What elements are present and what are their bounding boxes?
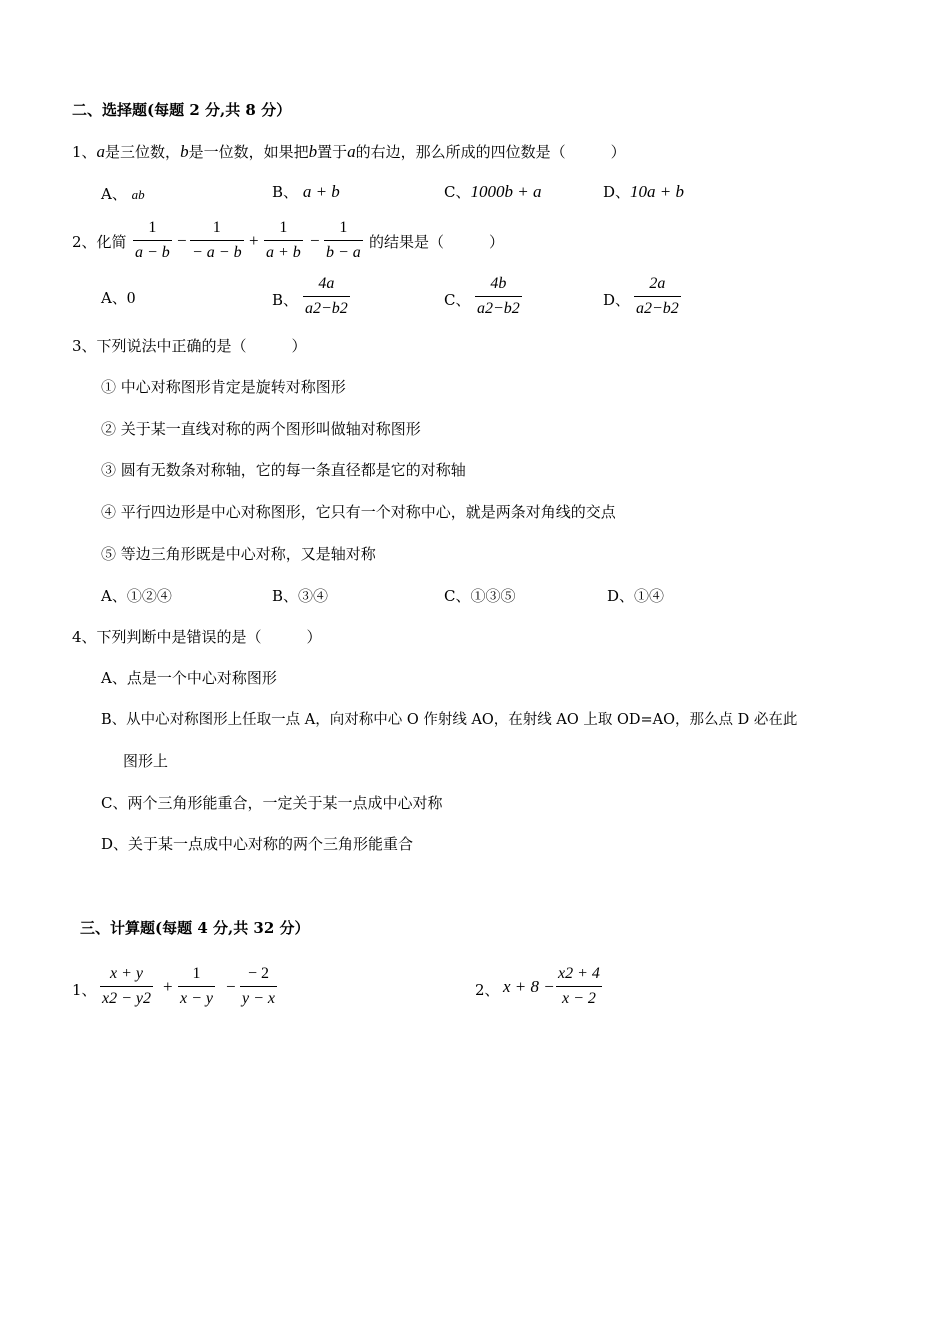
q1-option-d [603,182,684,202]
q1-option-d-expr: 10a + b [630,182,685,201]
q3-statement-4: ④ 平行四边形是中心对称图形，它只有一个对称中心，就是两条对角线的交点 [101,503,616,521]
q2-fraction-2 [190,218,244,263]
q2-op-3: − [310,231,320,250]
q2-option-b-num: 4a [318,275,335,292]
q2-option-a-label: A、 [101,289,127,307]
q2-option-c-label: C、 [444,291,471,309]
p2-frac-num: x2 + 4 [558,965,600,982]
q2-frac2-den: − a − b [192,244,242,261]
p1-fraction-3 [240,964,277,1009]
p1-op-2: − [226,977,236,996]
p2-lead-expr: x + 8 − [503,977,555,996]
section-3-title: 三、计算题(每题 4 分,共 32 分） [80,919,310,937]
q2-frac2-num: 1 [212,219,221,236]
q4-option-d: D、关于某一点成中心对称的两个三角形能重合 [101,835,414,853]
p1-frac2-num: 1 [192,965,201,982]
q1-text-4: 的右边，那么所成的四位数是（ ） [355,143,626,161]
q2-op-1: − [177,231,187,250]
q3-statement-1: ① 中心对称图形肯定是旋转对称图形 [101,378,346,396]
p2-frac-den: x − 2 [562,990,596,1007]
q2-option-a [101,288,135,308]
q2-option-d-label: D、 [603,291,631,309]
q1-option-c-label: C、 [444,183,471,201]
question-4-stem: 4、下列判断中是错误的是（ ） [72,628,322,646]
q1-text-2: 是一位数，如果把 [188,143,309,161]
q1-text-3: 置于 [317,143,348,161]
q2-option-d-num: 2a [649,275,666,292]
question-3-stem: 3、下列说法中正确的是（ ） [72,337,307,355]
q2-option-c-num: 4b [490,275,507,292]
q3-option-d: D、①④ [607,587,665,605]
q1-option-c-expr: 1000b + a [470,182,542,201]
p1-frac1-num: x + y [110,965,143,982]
question-1-stem [72,142,626,162]
q1-option-a [101,184,145,205]
q1-number: 1、 [72,143,97,161]
p1-frac3-den: y − x [242,990,275,1007]
p2-fraction [556,964,602,1009]
q1-option-a-label: A、 [101,185,127,203]
q1-var-a: a [96,142,106,161]
q3-option-a: A、①②④ [101,587,172,605]
q2-tail: 的结果是（ ） [369,233,505,251]
section-2-title: 二、选择题(每题 2 分,共 8 分） [72,101,292,119]
q2-frac3-num: 1 [279,219,288,236]
q1-option-d-label: D、 [603,183,631,201]
q2-option-b-fraction [303,274,350,319]
q1-var-b: b [180,142,189,161]
q2-frac1-den: a − b [135,244,170,261]
p1-frac1-den: x2 − y2 [102,990,151,1007]
q2-option-a-expr: 0 [126,288,136,307]
p1-op-1: + [163,977,173,996]
q2-frac3-den: a + b [266,244,301,261]
q1-option-c [444,182,541,202]
p1-frac2-den: x − y [180,990,213,1007]
q4-option-c: C、两个三角形能重合，一定关于某一点成中心对称 [101,794,443,812]
q1-option-a-expr: ab [131,187,145,202]
q4-option-b-line-1: B、从中心对称图形上任取一点 A，向对称中心 O 作射线 AO，在射线 AO 上取 OD=AO，那么点 D 必在此 [101,712,798,728]
q1-var-a-2: a [347,142,356,161]
q3-statement-2: ② 关于某一直线对称的两个图形叫做轴对称图形 [101,420,421,438]
p1-fraction-2 [178,964,215,1009]
q1-var-b-2: b [308,142,318,161]
p1-frac3-num: − 2 [247,965,270,982]
q1-option-b-label: B、 [272,183,299,201]
q2-frac4-num: 1 [339,219,348,236]
q1-option-b-expr: a + b [302,182,340,201]
q1-option-b [272,182,340,202]
q3-statement-5: ⑤ 等边三角形既是中心对称，又是轴对称 [101,545,376,563]
q1-text-1: 是三位数， [105,143,181,161]
q2-frac4-den: b − a [326,244,361,261]
p2-number: 2、 [475,981,500,999]
q2-frac1-num: 1 [148,219,157,236]
p1-number: 1、 [72,981,97,999]
q2-option-b-den: a2−b2 [305,300,348,317]
q3-statement-3: ③ 圆有无数条对称轴，它的每一条直径都是它的对称轴 [101,461,466,479]
q2-option-b-label: B、 [272,291,299,309]
q2-fraction-4 [324,218,363,263]
q2-option-d-den: a2−b2 [636,300,679,317]
p1-fraction-1 [100,964,153,1009]
q3-option-b: B、③④ [272,587,329,605]
q2-number: 2、化简 [72,233,127,251]
q2-op-2: + [249,231,259,250]
q2-option-c-den: a2−b2 [477,300,520,317]
q2-option-d-fraction [634,274,681,319]
q4-option-b-line-2: 图形上 [123,752,169,770]
q2-fraction-1 [133,218,172,263]
q3-option-c: C、①③⑤ [444,587,516,605]
q4-option-a: A、点是一个中心对称图形 [101,669,277,687]
q2-option-c-fraction [475,274,522,319]
q2-fraction-3 [264,218,303,263]
